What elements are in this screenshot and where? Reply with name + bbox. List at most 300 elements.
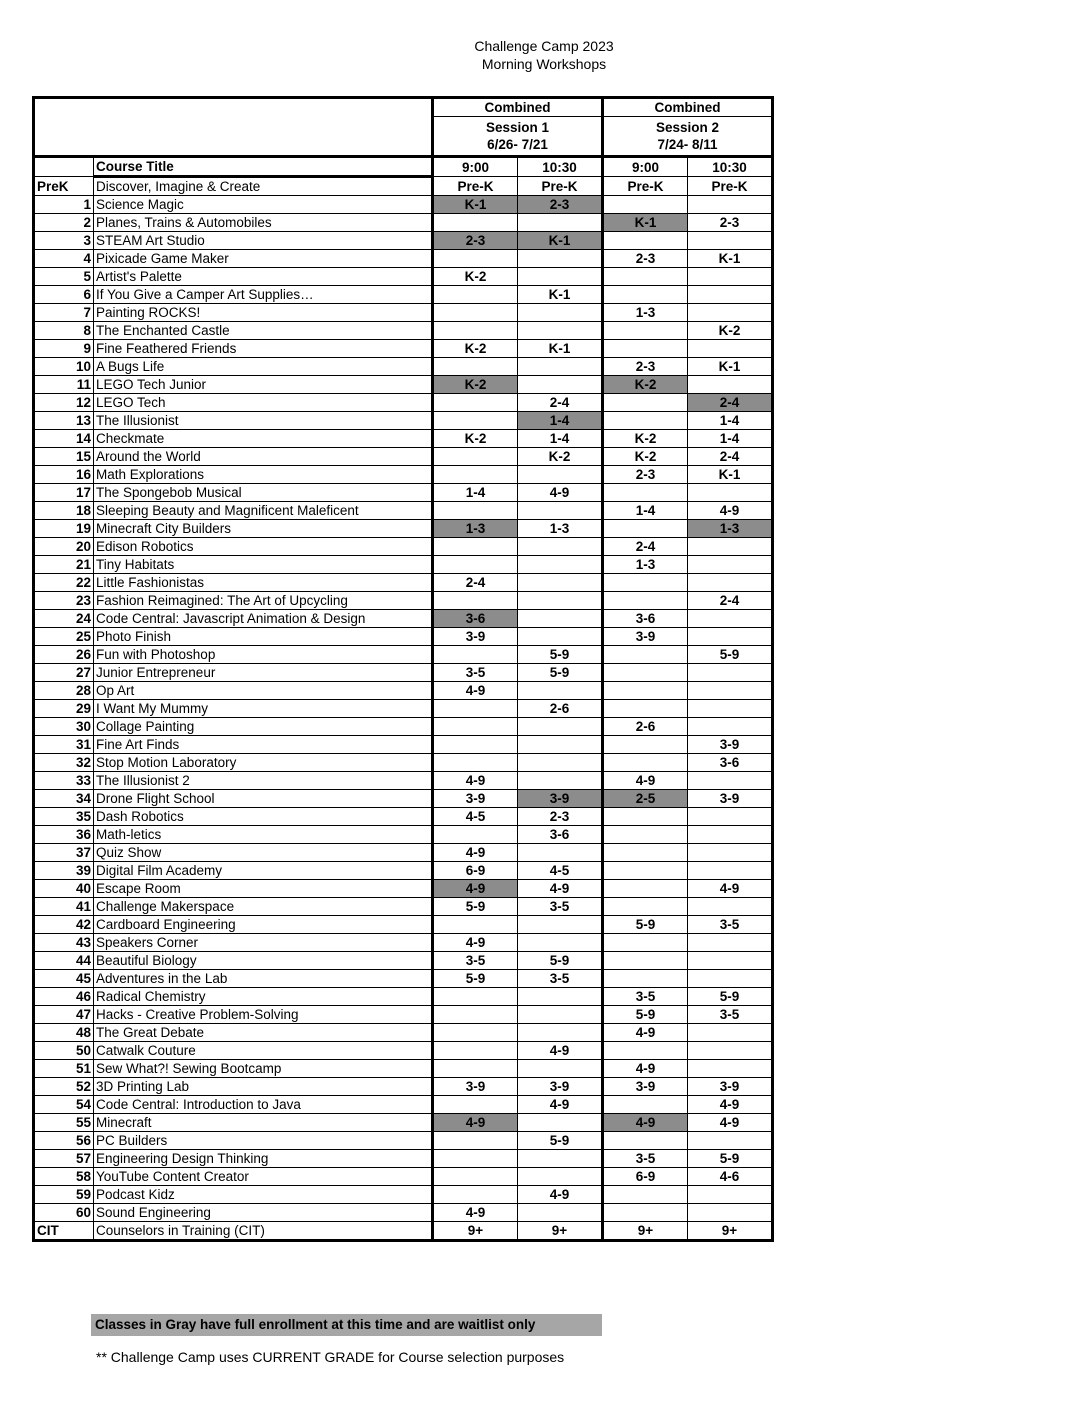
grade-cell [603,808,688,826]
grade-cell [688,700,773,718]
grade-cell: 5-9 [688,646,773,664]
course-number: 56 [34,1132,94,1150]
course-title: Fashion Reimagined: The Art of Upcycling [94,592,433,610]
table-row [34,772,773,790]
course-number: 44 [34,952,94,970]
grade-cell: K-1 [518,340,603,358]
course-title: Drone Flight School [94,790,433,808]
grade-cell: 4-9 [688,880,773,898]
course-number: 26 [34,646,94,664]
grade-cell [603,232,688,250]
grade-cell [603,952,688,970]
grade-cell [603,970,688,988]
grade-cell [688,1024,773,1042]
table-row [34,304,773,322]
time-s1-9: 9:00 [433,157,518,177]
table-row [34,177,773,196]
course-title: The Illusionist [94,412,433,430]
grade-cell [603,1204,688,1222]
grade-cell: 5-9 [603,916,688,934]
grade-cell [688,1060,773,1078]
grade-cell: 3-9 [603,628,688,646]
grade-cell [433,1024,518,1042]
course-number: 4 [34,250,94,268]
grade-cell [688,304,773,322]
grade-cell: 2-3 [603,250,688,268]
table-row [34,1204,773,1222]
grade-cell [518,322,603,340]
table-row [34,556,773,574]
grade-cell: K-2 [433,376,518,394]
grade-cell [518,754,603,772]
grade-cell: 4-9 [688,1114,773,1132]
course-title: Painting ROCKS! [94,304,433,322]
grade-cell: K-2 [433,268,518,286]
grade-cell: 4-9 [433,934,518,952]
grade-cell [518,250,603,268]
grade-cell [433,736,518,754]
course-title: Fine Art Finds [94,736,433,754]
grade-cell [518,592,603,610]
grade-cell [603,700,688,718]
table-row [34,862,773,880]
grade-cell: K-1 [688,358,773,376]
grade-cell [688,1204,773,1222]
grade-cell: 1-4 [603,502,688,520]
grade-cell: 4-9 [433,772,518,790]
page-title: Challenge Camp 2023 [474,38,614,54]
course-number: 50 [34,1042,94,1060]
course-number: 59 [34,1186,94,1204]
grade-cell: 2-3 [518,808,603,826]
grade-cell: K-1 [518,286,603,304]
grade-cell: 3-5 [603,988,688,1006]
course-title: Science Magic [94,196,433,214]
grade-cell: K-2 [603,448,688,466]
grade-cell: 2-3 [688,214,773,232]
grade-cell: K-1 [518,232,603,250]
grade-cell: 3-5 [688,916,773,934]
course-number: 37 [34,844,94,862]
session2-name: Session 2 [655,120,720,135]
grade-cell: 1-3 [433,520,518,538]
grade-cell: 6-9 [433,862,518,880]
course-number: 16 [34,466,94,484]
header-row-times [34,157,773,177]
grade-cell: 3-9 [688,1078,773,1096]
grade-cell: 2-4 [688,448,773,466]
grade-cell [433,286,518,304]
table-row [34,1024,773,1042]
grade-cell [603,664,688,682]
time-s2-1030: 10:30 [688,157,773,177]
session1-name: Session 1 [485,120,550,135]
course-title: PC Builders [94,1132,433,1150]
grade-cell: 2-3 [603,358,688,376]
course-title: A Bugs Life [94,358,433,376]
grade-cell [688,970,773,988]
table-row [34,520,773,538]
grade-cell [518,268,603,286]
grade-cell [688,772,773,790]
time-s2-9: 9:00 [603,157,688,177]
table-row [34,1132,773,1150]
grade-cell [518,610,603,628]
grade-cell [603,736,688,754]
table-row [34,574,773,592]
grade-cell: 1-3 [688,520,773,538]
grade-cell: 4-9 [518,1186,603,1204]
grade-cell: 3-5 [518,898,603,916]
grade-cell: 3-9 [433,628,518,646]
course-number: 54 [34,1096,94,1114]
grade-cell [518,1204,603,1222]
grade-cell [433,502,518,520]
grade-cell [518,502,603,520]
grade-cell: 2-4 [688,394,773,412]
grade-cell: 5-9 [518,646,603,664]
grade-cell: 3-5 [688,1006,773,1024]
grade-cell [433,556,518,574]
grade-cell [688,718,773,736]
course-title: Hacks - Creative Problem-Solving [94,1006,433,1024]
grade-cell: 4-9 [688,1096,773,1114]
grade-cell [688,628,773,646]
course-number: 31 [34,736,94,754]
grade-cell [433,1168,518,1186]
course-title: Math-letics [94,826,433,844]
table-row [34,394,773,412]
grade-cell: 1-4 [433,484,518,502]
course-number: 6 [34,286,94,304]
grade-cell [603,880,688,898]
grade-cell [603,286,688,304]
table-row [34,448,773,466]
course-number: 25 [34,628,94,646]
course-title: Minecraft City Builders [94,520,433,538]
course-title: Code Central: Javascript Animation & Design [94,610,433,628]
course-title: Discover, Imagine & Create [94,177,433,196]
grade-cell: 2-3 [603,466,688,484]
table-row [34,1060,773,1078]
grade-cell [518,1168,603,1186]
session1-dates: 6/26- 7/21 [487,137,548,152]
grade-cell: 1-4 [688,412,773,430]
grade-cell: 2-4 [433,574,518,592]
grade-cell: 9+ [603,1222,688,1241]
table-row [34,1078,773,1096]
grade-cell [433,1186,518,1204]
course-title: Fine Feathered Friends [94,340,433,358]
course-number: 15 [34,448,94,466]
course-number: 27 [34,664,94,682]
table-row [34,250,773,268]
grade-cell: 4-9 [603,1060,688,1078]
grade-cell [518,736,603,754]
course-number: 20 [34,538,94,556]
grade-cell [603,826,688,844]
course-title: Tiny Habitats [94,556,433,574]
grade-cell: Pre-K [518,177,603,196]
grade-cell [688,844,773,862]
grade-cell: 3-9 [433,1078,518,1096]
grade-cell: 4-9 [518,484,603,502]
course-title: Minecraft [94,1114,433,1132]
grade-cell [688,1132,773,1150]
table-row [34,502,773,520]
grade-cell: 1-3 [603,556,688,574]
grade-cell [688,232,773,250]
grade-cell: 6-9 [603,1168,688,1186]
grade-cell [518,1114,603,1132]
grade-cell [433,214,518,232]
grade-cell [603,340,688,358]
grade-cell [688,934,773,952]
grade-cell [433,700,518,718]
grade-cell [688,196,773,214]
grade-cell [688,376,773,394]
grade-cell: 4-5 [518,862,603,880]
grade-cell [603,1042,688,1060]
course-number: 30 [34,718,94,736]
course-title-header: Course Title [94,157,433,177]
schedule-table [32,96,774,1242]
session2-combined: Combined [603,98,773,117]
grade-cell: 4-5 [433,808,518,826]
grade-cell: K-2 [433,430,518,448]
grade-cell [603,934,688,952]
table-row [34,358,773,376]
table-row [34,376,773,394]
course-number: 41 [34,898,94,916]
table-row [34,952,773,970]
course-title: LEGO Tech [94,394,433,412]
grade-cell: 2-5 [603,790,688,808]
grade-cell: Pre-K [688,177,773,196]
table-row [34,1222,773,1241]
table-row [34,340,773,358]
course-number: 14 [34,430,94,448]
course-title: Junior Entrepreneur [94,664,433,682]
grade-cell [688,574,773,592]
course-number: 3 [34,232,94,250]
grade-cell: 2-4 [518,394,603,412]
grade-cell: Pre-K [433,177,518,196]
grade-cell [688,286,773,304]
course-title: Cardboard Engineering [94,916,433,934]
grade-cell [433,412,518,430]
course-title: Speakers Corner [94,934,433,952]
session1-combined: Combined [433,98,603,117]
course-number: 28 [34,682,94,700]
grade-cell: 9+ [688,1222,773,1241]
grade-cell: 5-9 [688,988,773,1006]
grade-cell [603,844,688,862]
course-number: 34 [34,790,94,808]
grade-cell: 2-6 [603,718,688,736]
grade-cell [603,574,688,592]
grade-cell [603,682,688,700]
grade-cell [433,646,518,664]
grade-cell [518,718,603,736]
grade-cell [518,916,603,934]
grade-cell: 5-9 [518,1132,603,1150]
table-row [34,430,773,448]
course-number: 5 [34,268,94,286]
course-title: Counselors in Training (CIT) [94,1222,433,1241]
course-number: 19 [34,520,94,538]
course-title: Sew What?! Sewing Bootcamp [94,1060,433,1078]
grade-cell [603,1186,688,1204]
table-row [34,232,773,250]
grade-cell: 3-5 [433,952,518,970]
grade-cell [688,898,773,916]
grade-cell [433,394,518,412]
course-number: 51 [34,1060,94,1078]
course-number: CIT [34,1222,94,1241]
table-row [34,790,773,808]
grade-cell [603,592,688,610]
course-number: 42 [34,916,94,934]
course-title: Pixicade Game Maker [94,250,433,268]
grade-cell [518,556,603,574]
grade-cell [433,1096,518,1114]
grade-cell: 1-3 [603,304,688,322]
grade-cell [518,844,603,862]
gray-legend: Classes in Gray have full enrollment at this time and are waitlist only [91,1314,602,1336]
table-row [34,286,773,304]
grade-cell: K-1 [688,466,773,484]
grade-cell [688,862,773,880]
grade-cell: K-2 [518,448,603,466]
course-number: 47 [34,1006,94,1024]
course-number: 33 [34,772,94,790]
course-title: Digital Film Academy [94,862,433,880]
grade-cell: 3-5 [518,970,603,988]
grade-cell: 4-9 [603,772,688,790]
grade-cell: 2-3 [433,232,518,250]
table-row [34,268,773,286]
course-title: Stop Motion Laboratory [94,754,433,772]
page-subtitle: Morning Workshops [481,56,607,72]
course-number: 11 [34,376,94,394]
grade-cell: 2-4 [688,592,773,610]
grade-cell: 4-9 [603,1114,688,1132]
grade-cell [433,304,518,322]
grade-cell [518,376,603,394]
course-number: 1 [34,196,94,214]
course-number: 52 [34,1078,94,1096]
grade-cell: 3-6 [433,610,518,628]
course-number: PreK [34,177,94,196]
course-title: Engineering Design Thinking [94,1150,433,1168]
grade-cell: 5-9 [688,1150,773,1168]
course-title: Escape Room [94,880,433,898]
course-title: Sound Engineering [94,1204,433,1222]
course-number: 45 [34,970,94,988]
grade-cell: K-2 [688,322,773,340]
grade-cell: 4-9 [603,1024,688,1042]
grade-cell [518,358,603,376]
grade-cell [688,268,773,286]
grade-cell [518,214,603,232]
grade-cell [433,1150,518,1168]
grade-cell: 5-9 [518,952,603,970]
table-row [34,1114,773,1132]
course-number: 35 [34,808,94,826]
table-row [34,1168,773,1186]
course-number: 60 [34,1204,94,1222]
grade-cell: 4-9 [433,1114,518,1132]
table-row [34,808,773,826]
grade-cell: K-1 [433,196,518,214]
grade-cell [603,268,688,286]
table-row [34,844,773,862]
grade-cell [518,574,603,592]
course-number: 10 [34,358,94,376]
grade-cell [688,340,773,358]
course-number: 18 [34,502,94,520]
course-number: 36 [34,826,94,844]
grade-cell [433,988,518,1006]
grade-cell [688,682,773,700]
table-row [34,214,773,232]
course-number: 13 [34,412,94,430]
grade-cell: 5-9 [433,970,518,988]
header-blank [34,98,433,157]
header-num-blank [34,157,94,177]
course-title: Challenge Makerspace [94,898,433,916]
grade-cell [688,538,773,556]
grade-cell [603,1132,688,1150]
table-row [34,412,773,430]
table-row [34,1042,773,1060]
grade-cell: 1-4 [518,430,603,448]
grade-cell [518,304,603,322]
grade-cell [518,628,603,646]
grade-cell: 2-6 [518,700,603,718]
course-title: YouTube Content Creator [94,1168,433,1186]
course-number: 23 [34,592,94,610]
course-title: The Illusionist 2 [94,772,433,790]
grade-cell: K-1 [603,214,688,232]
grade-cell: Pre-K [603,177,688,196]
table-row [34,898,773,916]
course-title: Planes, Trains & Automobiles [94,214,433,232]
course-number: 8 [34,322,94,340]
table-row [34,610,773,628]
grade-cell: 2-3 [518,196,603,214]
session2-header [603,117,773,157]
grade-cell [603,412,688,430]
course-number: 40 [34,880,94,898]
course-title: Checkmate [94,430,433,448]
grade-cell [688,1042,773,1060]
table-row [34,1006,773,1024]
grade-cell: 4-9 [433,1204,518,1222]
course-title: The Enchanted Castle [94,322,433,340]
grade-cell: 9+ [433,1222,518,1241]
grade-cell: K-2 [603,430,688,448]
course-number: 46 [34,988,94,1006]
course-number: 48 [34,1024,94,1042]
grade-cell [603,862,688,880]
table-row [34,916,773,934]
grade-cell [433,466,518,484]
grade-cell: 4-9 [688,502,773,520]
grade-cell [688,664,773,682]
course-title: Edison Robotics [94,538,433,556]
